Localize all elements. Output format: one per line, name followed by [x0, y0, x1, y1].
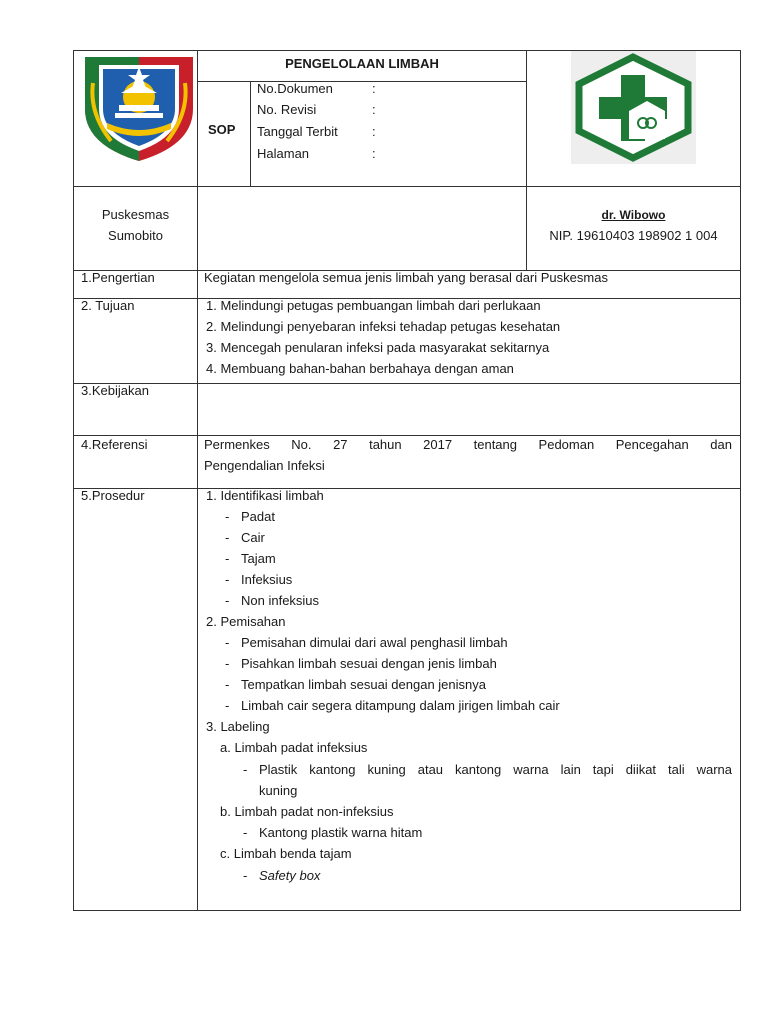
bullet-dash: - [225, 656, 230, 671]
list-item: Infeksius [241, 572, 293, 587]
label-tujuan: 2. Tujuan [81, 298, 135, 313]
sub-step-title: b. Limbah padat non-infeksius [220, 804, 394, 819]
tujuan-item: 4. Membuang bahan-bahan berbahaya dengan aman [206, 361, 514, 376]
meta-label-no-dokumen: No.Dokumen [257, 81, 333, 96]
bullet-dash: - [225, 551, 230, 566]
list-item: Non infeksius [241, 593, 320, 608]
list-item: Pemisahan dimulai dari awal penghasil limbah [241, 635, 508, 650]
label-column-divider [197, 50, 198, 911]
list-item: Padat [241, 509, 275, 524]
referensi-bottom-line [73, 488, 741, 489]
label-prosedur: 5.Prosedur [81, 488, 145, 503]
label-kebijakan: 3.Kebijakan [81, 383, 149, 398]
referensi-text-line2: Pengendalian Infeksi [204, 458, 325, 473]
meta-sep-tanggal-terbit: : [372, 124, 376, 139]
bullet-dash: - [243, 762, 248, 777]
title-divider [197, 81, 527, 82]
table-border-right [740, 50, 741, 911]
signatory-nip: NIP. 19610403 198902 1 004 [549, 228, 718, 243]
document-title: PENGELOLAAN LIMBAH [285, 56, 439, 71]
list-item-continuation: kuning [259, 783, 298, 798]
bullet-dash: - [243, 825, 248, 840]
list-item: Tempatkan limbah sesuai dengan jenisnya [241, 677, 486, 692]
label-referensi: 4.Referensi [81, 437, 148, 452]
meta-label-halaman: Halaman [257, 146, 310, 161]
bullet-dash: - [225, 593, 230, 608]
bullet-dash: - [225, 677, 230, 692]
signatory-name: dr. Wibowo [601, 208, 666, 222]
org-name-line1: Puskesmas [101, 207, 170, 222]
sop-label: SOP [208, 122, 236, 137]
list-item: Plastik kantong kuning atau kantong warna lain tapi diikat tali warna [259, 762, 732, 777]
meta-sep-no-dokumen: : [372, 81, 376, 96]
pengertian-text: Kegiatan mengelola semua jenis limbah yang berasal dari Puskesmas [204, 270, 608, 285]
regency-crest-logo [81, 53, 197, 163]
header-bottom-line [73, 186, 741, 187]
bullet-dash: - [243, 868, 248, 883]
list-item: Safety box [259, 868, 321, 883]
bullet-dash: - [225, 572, 230, 587]
prosedur-step-title: 3. Labeling [206, 719, 270, 734]
bullet-dash: - [225, 530, 230, 545]
referensi-text-line1: Permenkes No. 27 tahun 2017 tentang Pedoman Pencegahan dan [204, 437, 732, 452]
puskesmas-green-cross-logo [571, 51, 696, 164]
table-border-left [73, 50, 74, 911]
list-item: Tajam [241, 551, 276, 566]
tujuan-item: 2. Melindungi penyebaran infeksi tehadap petugas kesehatan [206, 319, 561, 334]
list-item: Pisahkan limbah sesuai dengan jenis limbah [241, 656, 497, 671]
bullet-dash: - [225, 509, 230, 524]
tujuan-bottom-line [73, 383, 741, 384]
sub-step-title: a. Limbah padat infeksius [220, 740, 368, 755]
list-item: Limbah cair segera ditampung dalam jirigen limbah cair [241, 698, 560, 713]
label-pengertian: 1.Pengertian [81, 270, 155, 285]
tujuan-item: 3. Mencegah penularan infeksi pada masyarakat sekitarnya [206, 340, 550, 355]
list-item: Kantong plastik warna hitam [259, 825, 423, 840]
meta-sep-no-revisi: : [372, 102, 376, 117]
meta-label-no-revisi: No. Revisi [257, 102, 317, 117]
sub-step-title: c. Limbah benda tajam [220, 846, 352, 861]
kebijakan-bottom-line [73, 435, 741, 436]
bullet-dash: - [225, 635, 230, 650]
prosedur-step-title: 2. Pemisahan [206, 614, 286, 629]
org-name-line2: Sumobito [108, 228, 163, 243]
prosedur-step-title: 1. Identifikasi limbah [206, 488, 324, 503]
tujuan-item: 1. Melindungi petugas pembuangan limbah dari perlukaan [206, 298, 541, 313]
meta-sep-halaman: : [372, 146, 376, 161]
table-border-bottom [73, 910, 741, 911]
bullet-dash: - [225, 698, 230, 713]
meta-label-tanggal-terbit: Tanggal Terbit [257, 124, 338, 139]
list-item: Cair [241, 530, 265, 545]
sop-cell-divider [250, 81, 251, 187]
